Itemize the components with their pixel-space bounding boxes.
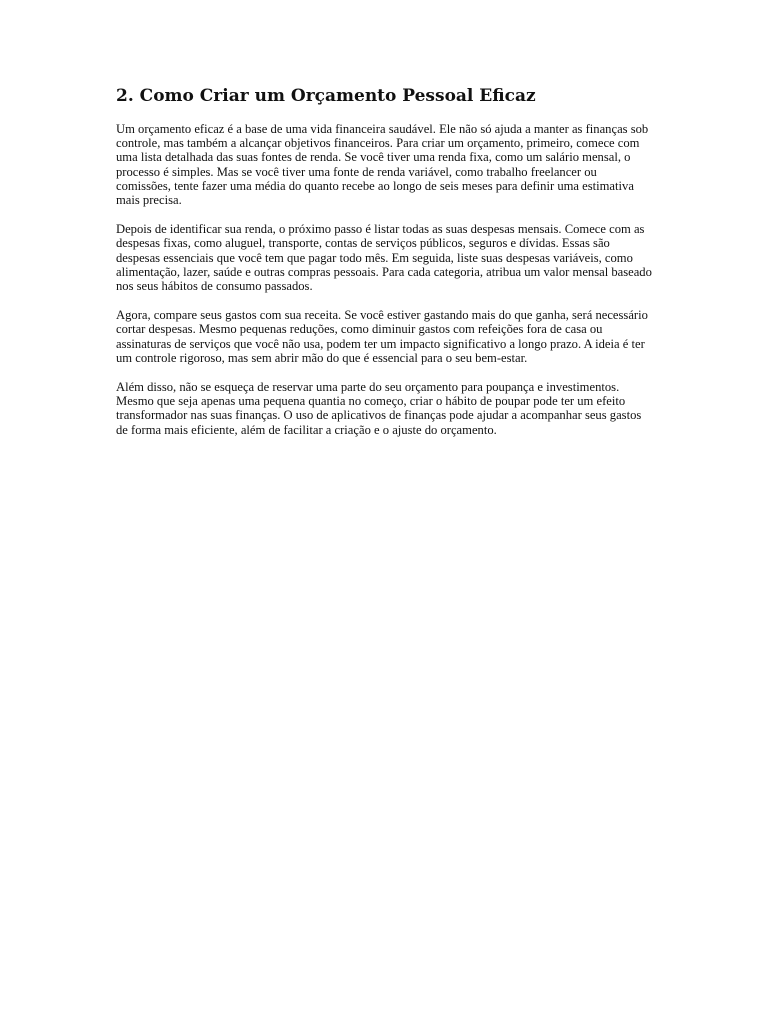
document-page bbox=[116, 84, 652, 452]
paragraph-expenses: Depois de identificar sua renda, o próximo passo é listar todas as suas despesas mensais. Comece com as despesas fixas, como aluguel, transporte, contas de serviços públicos, seguros e dívidas. Essas são despesas essenciais que você tem que pagar todo mês. Em seguida, liste suas despesas variáveis, como alimentação, lazer, saúde e outras compras pessoais. Para cada categoria, atribua um valor mensal baseado nos seus hábitos de consumo passados. bbox=[116, 222, 652, 294]
section-heading: 2. Como Criar um Orçamento Pessoal Eficaz bbox=[116, 86, 536, 106]
paragraph-savings: Além disso, não se esqueça de reservar uma parte do seu orçamento para poupança e investimentos. Mesmo que seja apenas uma pequena quantia no começo, criar o hábito de poupar pode ter um efeito transformador nas suas finanças. O uso de aplicativos de finanças pode ajudar a acompanhar seus gastos de forma mais eficiente, além de facilitar a criação e o ajuste do orçamento. bbox=[116, 380, 642, 437]
paragraph-income: Um orçamento eficaz é a base de uma vida financeira saudável. Ele não só ajuda a manter as finanças sob controle, mas também a alcançar objetivos financeiros. Para criar um orçamento, primeiro, comece com uma lista detalhada das suas fontes de renda. Se você tiver uma renda fixa, como um salário mensal, o processo é simples. Mas se você tiver uma fonte de renda variável, como trabalho freelancer ou comissões, tente fazer uma média do quanto recebe ao longo de seis meses para definir uma estimativa mais precisa. bbox=[116, 122, 649, 208]
paragraph-compare: Agora, compare seus gastos com sua receita. Se você estiver gastando mais do que ganha, será necessário cortar despesas. Mesmo pequenas reduções, como diminuir gastos com refeições fora de casa ou assinaturas de serviços que você não usa, podem ter um impacto significativo a longo prazo. A ideia é ter um controle rigoroso, mas sem abrir mão do que é essencial para o seu bem-estar. bbox=[116, 308, 648, 365]
